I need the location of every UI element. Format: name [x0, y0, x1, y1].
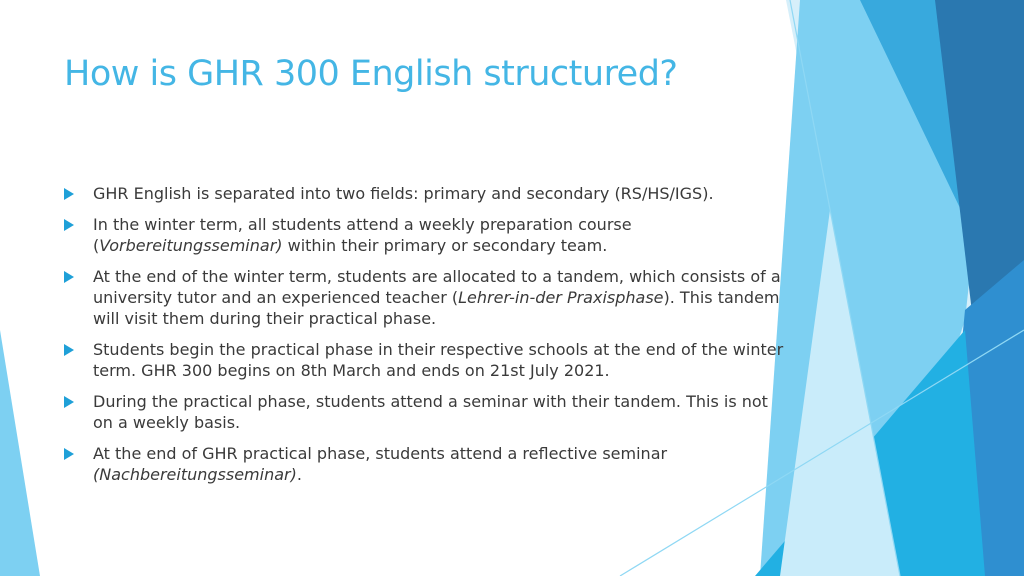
bullet-arrow-icon — [64, 344, 74, 356]
bullet-text — [93, 184, 714, 203]
slide-title: How is GHR 300 English structured? — [64, 54, 678, 94]
bullet-text — [93, 215, 632, 255]
bullet-text — [93, 392, 768, 432]
bullet-item — [64, 214, 784, 256]
bullet-text — [93, 444, 667, 484]
bullet-list — [64, 183, 784, 495]
bullet-text-run: ). This tandem will visit them during their practical phase. — [93, 288, 780, 328]
bullet-arrow-icon — [64, 188, 74, 200]
bullet-arrow-icon — [64, 271, 74, 283]
bullet-text — [93, 267, 781, 328]
bullet-text-run: . — [296, 465, 302, 484]
bullet-text-run: At the end of the winter term, students are allocated to a tandem, which consists of a university tutor and an experienced teacher ( — [93, 267, 781, 307]
bullet-text-italic: Lehrer-in-der Praxisphase — [458, 288, 664, 307]
decor-left-sliver — [0, 330, 40, 576]
bullet-text-italic: Vorbereitungsseminar) — [99, 236, 283, 255]
bullet-item — [64, 339, 784, 381]
bullet-arrow-icon — [64, 396, 74, 408]
bullet-text — [93, 340, 783, 380]
bullet-item — [64, 183, 784, 204]
bullet-text-italic: (Nachbereitungsseminar) — [93, 465, 297, 484]
bullet-text-run: At the end of GHR practical phase, students attend a reflective seminar — [93, 444, 668, 463]
bullet-text-run: GHR English is separated into two fields: primary and secondary (RS/HS/IGS). — [93, 184, 714, 203]
bullet-text-run: Students begin the practical phase in their respective schools at the end of the winter term. GHR 300 begins on 8th March and ends on 21st July 2021. — [93, 340, 784, 380]
bullet-item — [64, 391, 784, 433]
bullet-text-run: During the practical phase, students attend a seminar with their tandem. This is not on a weekly basis. — [93, 392, 768, 432]
bullet-arrow-icon — [64, 219, 74, 231]
bullet-arrow-icon — [64, 448, 74, 460]
bullet-text-run: within their primary or secondary team. — [282, 236, 608, 255]
bullet-item — [64, 443, 784, 485]
bullet-text-run: In the winter term, all students attend a weekly preparation course ( — [93, 215, 632, 255]
bullet-item — [64, 266, 784, 329]
